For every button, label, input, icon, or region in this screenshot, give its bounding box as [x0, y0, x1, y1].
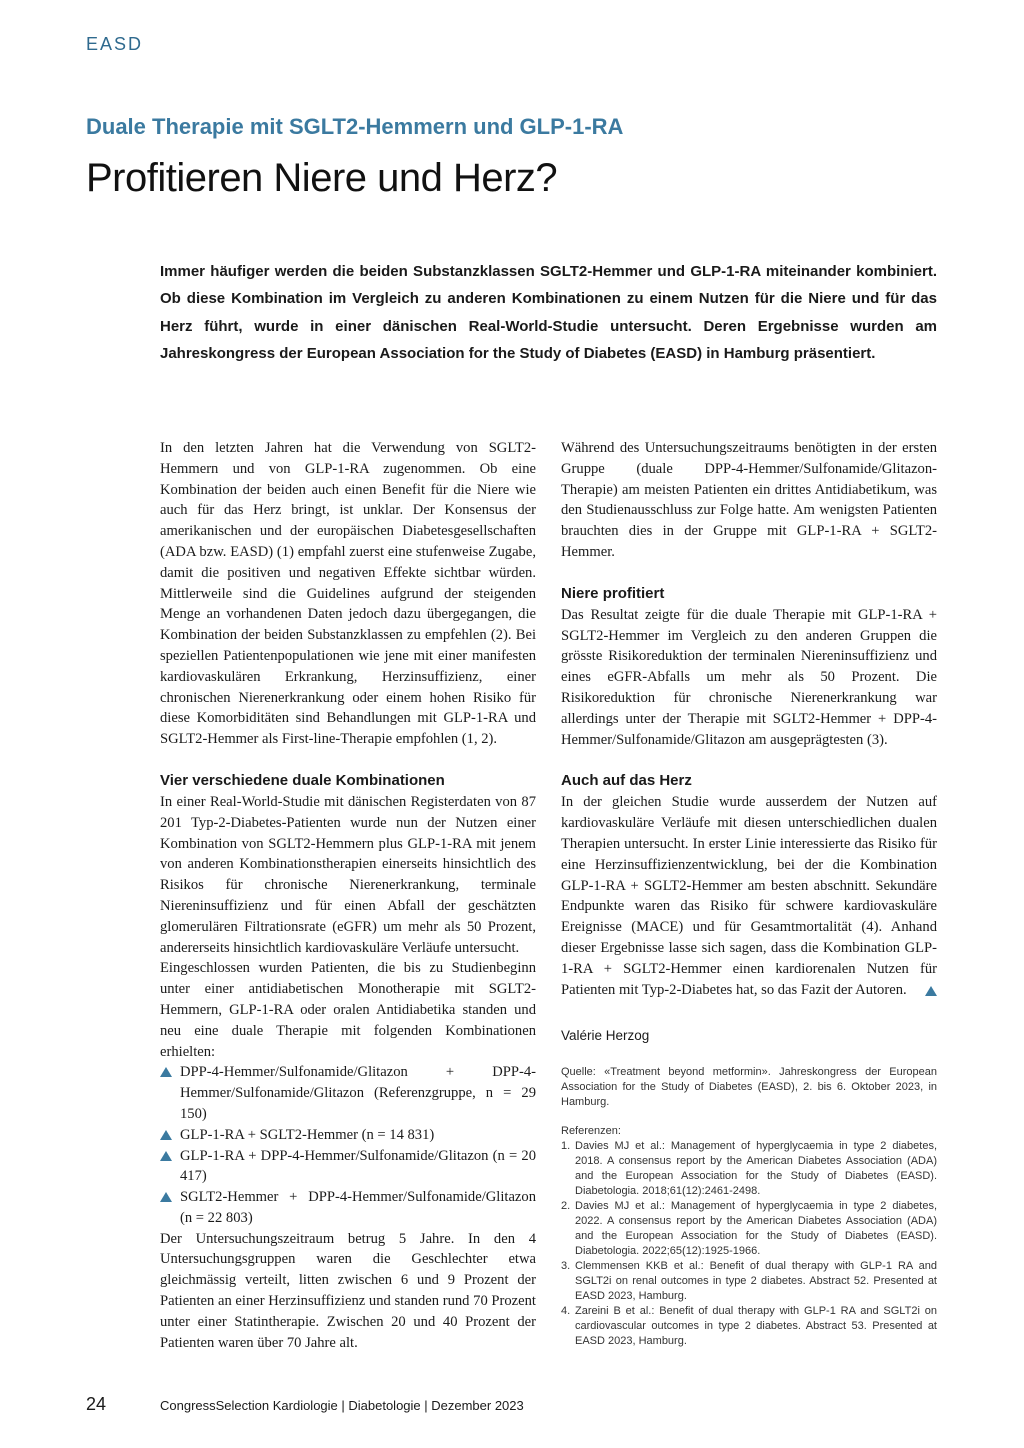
- column-right: [561, 438, 937, 1349]
- section-label: EASD: [86, 34, 144, 54]
- lead-paragraph: Immer häufiger werden die beiden Substanzklassen SGLT2-Hemmer und GLP-1-RA miteinander kombiniert. Ob diese Kombination im Vergleich zu anderen Kombinationen zu einem Nutzen für die Niere und für das Herz führt, wurde in einer dänischen Real-World-Studie untersucht. Deren Ergebnisse wurden am Jahreskongress der European Association for the Study of Diabetes (EASD) in Hamburg präsentiert.: [160, 263, 937, 362]
- column-left: [160, 438, 536, 1353]
- body-paragraph: Eingeschlossen wurden Patienten, die bis zu Studienbeginn unter einer antidiabetischen Monotherapie mit SGLT2-Hemmern, GLP-1-RA oder oralen Antidiabetika standen und neu eine duale Therapie mit folgenden Kombinationen erhielten:: [160, 960, 536, 1060]
- list-item: DPP-4-Hemmer/Sulfonamide/Glitazon + DPP-4-Hemmer/Sulfonamide/Glitazon (Referenzgruppe, n = 29 150): [160, 1062, 536, 1124]
- triangle-bullet-icon: [160, 1067, 172, 1077]
- list-item: GLP-1-RA + SGLT2-Hemmer (n = 14 831): [160, 1125, 536, 1146]
- body-paragraph: In einer Real-World-Studie mit dänischen Registerdaten von 87 201 Typ-2-Diabetes-Patienten wurde nun der Nutzen einer Kombination von SGLT2-Hemmern plus GLP-1-RA mit jenem von anderen Kombinationstherapien einerseits hinsichtlich des Risikos für chronische Nierenerkrankung, terminale Niereninsuffizienz und für einen Abfall der geschätzten glomerulären Filtrationsrate (eGFR) um mehr als 50 Prozent, andererseits hinsichtlich kardiovaskuläre Verläufe untersucht.: [160, 793, 536, 956]
- source-note: Quelle: «Treatment beyond metformin». Jahreskongress der European Association for the Study of Diabetes (EASD), 2. bis 6. Oktober 2023, in Hamburg.: [561, 1066, 937, 1109]
- body-paragraph: Das Resultat zeigte für die duale Therapie mit GLP-1-RA + SGLT2-Hemmer im Vergleich zu den anderen Gruppen die grösste Risikoreduktion der terminalen Niereninsuffizienz und eines eGFR-Abfalls um mehr als 50 Prozent. Die Risikoreduktion für chronische Nierenerkrankung war allerdings unter der Therapie mit SGLT2-Hemmer + DPP-4-Hemmer/Sulfonamide/Glitazon am ausgeprägtesten (3).: [561, 606, 937, 748]
- reference-item: 3. Clemmensen KKB et al.: Benefit of dual therapy with GLP-1 RA and SGLT2i on renal outcomes in type 2 diabetes. Abstract 52. Presented at EASD 2023, Hamburg.: [561, 1260, 937, 1303]
- body-paragraph: In den letzten Jahren hat die Verwendung von SGLT2-Hemmern und von GLP-1-RA zugenommen. Ob eine Kombination der beiden auch einen Benefit für die Niere wie auch für das Herz bringt, ist unklar. Der Konsensus der amerikanischen und der europäischen Diabetesgesellschaften (ADA bzw. EASD) (1) empfahl zuerst eine stufenweise Zugabe, damit die positiven und negativen Effekte sichtbar würden. Mittlerweile sind die Guidelines aufgrund der steigenden Menge an vorhandenen Daten jedoch dazu übergegangen, die Kombination der beiden Substanzklassen zu empfehlen (2). Bei speziellen Patientenpopulationen wie jene mit einer manifesten kardiovaskulären Erkrankung, Herzinsuffizienz, einer chronischen Nierenerkrankung oder einem hohen Risiko für diese Komorbiditäten sind Behandlungen mit GLP-1-RA und SGLT2-Hemmer als First-line-Therapie empfohlen (1, 2).: [160, 440, 536, 748]
- triangle-bullet-icon: [160, 1151, 172, 1161]
- body-paragraph: In der gleichen Studie wurde ausserdem der Nutzen auf kardiovaskuläre Verläufe mit diesen unterschiedlichen dualen Therapien untersucht. In erster Linie interessierte das Risiko für eine Herzinsuffizienzentwicklung, bei der die Kombination GLP-1-RA + SGLT2-Hemmer am besten abschnitt. Sekundäre Endpunkte waren das Risiko für schwere kardiovaskuläre Ereignisse (MACE) und für Gesamtmortalität (4). Anhand dieser Ergebnisse lasse sich sagen, dass die Kombination GLP-1-RA + SGLT2-Hemmer einen kardiorenalen Nutzen für Patienten mit Typ-2-Diabetes hat, so das Fazit der Autoren.: [561, 794, 937, 998]
- section-heading: Vier verschiedene duale Kombinationen: [160, 771, 445, 789]
- reference-item: 2. Davies MJ et al.: Management of hyperglycaemia in type 2 diabetes, 2022. A consensus report by the American Diabetes Association (ADA) and the European Association for the Study of Diabetes (EASD). Diabetologia. 2022;65(12):1925-1966.: [561, 1200, 937, 1258]
- combination-list: [160, 1062, 536, 1228]
- section-heading: Niere profitiert: [561, 584, 665, 602]
- section-heading: Auch auf das Herz: [561, 772, 692, 790]
- reference-item: 1. Davies MJ et al.: Management of hyperglycaemia in type 2 diabetes, 2018. A consensus report by the American Diabetes Association (ADA) and the European Association for the Study of Diabetes (EASD). Diabetologia. 2018;61(12):2461-2498.: [561, 1140, 937, 1198]
- page-number: 24: [86, 1394, 107, 1414]
- references: [561, 1124, 937, 1349]
- body-paragraph: Während des Untersuchungszeitraums benötigten in der ersten Gruppe (duale DPP-4-Hemmer/Sulfonamide/Glitazon-Therapie) am meisten Patienten ein drittes Antidiabetikum, was den Studienausschluss zur Folge hatte. Am wenigsten Patienten brauchten dies in der Gruppe mit GLP-1-RA + SGLT2-Hemmer.: [561, 440, 937, 560]
- list-item: SGLT2-Hemmer + DPP-4-Hemmer/Sulfonamide/Glitazon (n = 22 803): [160, 1187, 536, 1229]
- triangle-bullet-icon: [160, 1130, 172, 1140]
- triangle-bullet-icon: [160, 1192, 172, 1202]
- footer-publication: CongressSelection Kardiologie | Diabetologie | Dezember 2023: [160, 1398, 524, 1413]
- reference-item: 4. Zareini B et al.: Benefit of dual therapy with GLP-1 RA and SGLT2i on cardiovascular outcomes in type 2 diabetes. Abstract 53. Presented at EASD 2023, Hamburg.: [561, 1305, 937, 1348]
- article-kicker: Duale Therapie mit SGLT2-Hemmern und GLP-1-RA: [86, 114, 624, 139]
- end-of-article-icon: [925, 986, 937, 996]
- body-paragraph: Der Untersuchungszeitraum betrug 5 Jahre. In den 4 Untersuchungsgruppen waren die Geschlechter etwa gleichmässig verteilt, litten zwischen 6 und 9 Prozent der Patienten an einer Herzinsuffizienz und standen rund 70 Prozent unter einer Statintherapie. Zwischen 20 und 40 Prozent der Patienten waren über 70 Jahre alt.: [160, 1230, 536, 1351]
- list-item: GLP-1-RA + DPP-4-Hemmer/Sulfonamide/Glitazon (n = 20 417): [160, 1146, 536, 1188]
- references-title: Referenzen:: [561, 1125, 621, 1138]
- author: Valérie Herzog: [561, 1028, 650, 1044]
- page-title: Profitieren Niere und Herz?: [86, 156, 558, 200]
